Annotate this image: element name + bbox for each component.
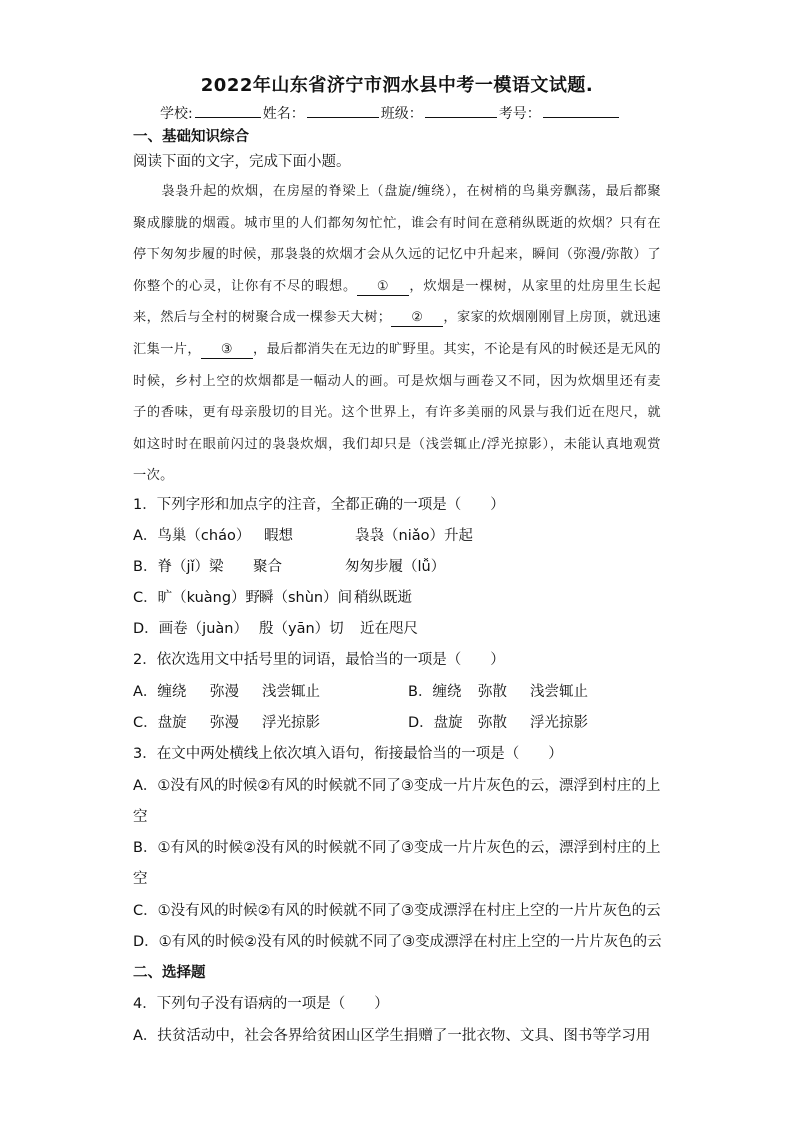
question-3-option-c[interactable]: C．①没有风的时候②有风的时候就不同了③变成漂浮在村庄上空的一片片灰色的云: [133, 903, 661, 919]
passage-part-3: ，家家的炊烟刚刚冒上房顶，就迅速汇集一片，: [133, 310, 661, 357]
question-3-option-a[interactable]: A．①没有风的时候②有风的时候就不同了③变成一片片灰色的云，漂浮到村庄的上: [133, 778, 661, 794]
name-label: 姓名：: [262, 106, 305, 122]
reading-passage: [133, 176, 661, 492]
number-blank[interactable]: [543, 103, 619, 118]
number-label: 考号：: [498, 106, 541, 122]
school-label: 学校:: [160, 106, 193, 122]
question-1-option-c[interactable]: C．旷（kuàng）野瞬（shùn）间 稍纵既逝: [133, 590, 412, 606]
section-heading-1: 一、基础知识综合: [133, 129, 249, 145]
question-1-option-d[interactable]: D．画卷（juàn） 殷（yān）切 近在咫尺: [133, 621, 418, 637]
question-2-option-d[interactable]: D．盘旋 弥散 浮光掠影: [408, 715, 588, 731]
school-blank[interactable]: [195, 103, 261, 118]
question-4-option-a[interactable]: A．扶贫活动中，社会各界给贫困山区学生捐赠了一批衣物、文具、图书等学习用: [133, 1028, 651, 1044]
question-3-option-b-cont: 空: [133, 871, 148, 887]
class-label: 班级：: [380, 106, 423, 122]
passage-part-2: ，炊烟是一棵树，从家里的灶房里生长起来，然后与全村的树聚合成一棵参天大树；: [133, 278, 661, 326]
question-3-option-b[interactable]: B．①有风的时候②没有风的时候就不同了③变成一片片灰色的云，漂浮到村庄的上: [133, 840, 661, 856]
question-1-option-a[interactable]: A．鸟巢（cháo） 暇想 袅袅（niǎo）升起: [133, 528, 473, 544]
class-blank[interactable]: [425, 103, 497, 118]
fill-blank-3[interactable]: ③: [201, 342, 253, 359]
question-1-stem: 1．下列字形和加点字的注音，全都正确的一项是（ ）: [133, 497, 505, 513]
question-3-option-a-cont: 空: [133, 809, 148, 825]
question-2-stem: 2．依次选用文中括号里的词语，最恰当的一项是（ ）: [133, 652, 505, 668]
question-1-option-b[interactable]: B．脊（jǐ）梁 聚合 匆匆步履（lǚ）: [133, 559, 446, 575]
exam-title: 2022年山东省济宁市泗水县中考一模语文试题.: [200, 75, 594, 96]
name-blank[interactable]: [307, 103, 379, 118]
reading-instruction: 阅读下面的文字，完成下面小题。: [133, 154, 351, 170]
section-heading-2: 二、选择题: [133, 965, 206, 981]
fill-blank-1[interactable]: ①: [357, 279, 409, 296]
passage-part-1: 袅袅升起的炊烟，在房屋的脊梁上（盘旋/缠绕），在树梢的鸟巢旁飘荡，最后都聚聚成朦胧的烟霞。城市里的人们都匆匆忙忙，谁会有时间在意稍纵既逝的炊烟？只有在停下匆匆步履的时候，那袅袅的炊烟才会从久远的记忆中升起来，瞬间（弥漫/弥散）了你整个的心灵，让你有不尽的暇想。: [133, 184, 661, 294]
question-2-option-a[interactable]: A．缠绕 弥漫 浅尝辄止: [133, 684, 320, 700]
question-2-option-c[interactable]: C．盘旋 弥漫 浮光掠影: [133, 715, 320, 731]
question-3-option-d[interactable]: D．①有风的时候②没有风的时候就不同了③变成漂浮在村庄上空的一片片灰色的云: [133, 934, 662, 950]
question-3-stem: 3．在文中两处横线上依次填入语句，衔接最恰当的一项是（ ）: [133, 746, 563, 762]
fill-blank-2[interactable]: ②: [391, 310, 443, 327]
question-4-stem: 4．下列句子没有语病的一项是（ ）: [133, 996, 389, 1012]
student-info-line: [160, 103, 621, 123]
passage-part-4: ，最后都消失在无边的旷野里。其实，不论是有风的时候还是无风的时候，乡村上空的炊烟都是一幅动人的画。可是炊烟与画卷又不同，因为炊烟里还有麦子的香味，更有母亲殷切的目光。这个世界上，有许多美丽的风景与我们近在咫尺，就如这时时在眼前闪过的袅袅炊烟，我们却只是（浅尝辄止/浮光掠影），未能认真地观赏一次。: [133, 341, 661, 484]
question-2-option-b[interactable]: B．缠绕 弥散 浅尝辄止: [408, 684, 588, 700]
